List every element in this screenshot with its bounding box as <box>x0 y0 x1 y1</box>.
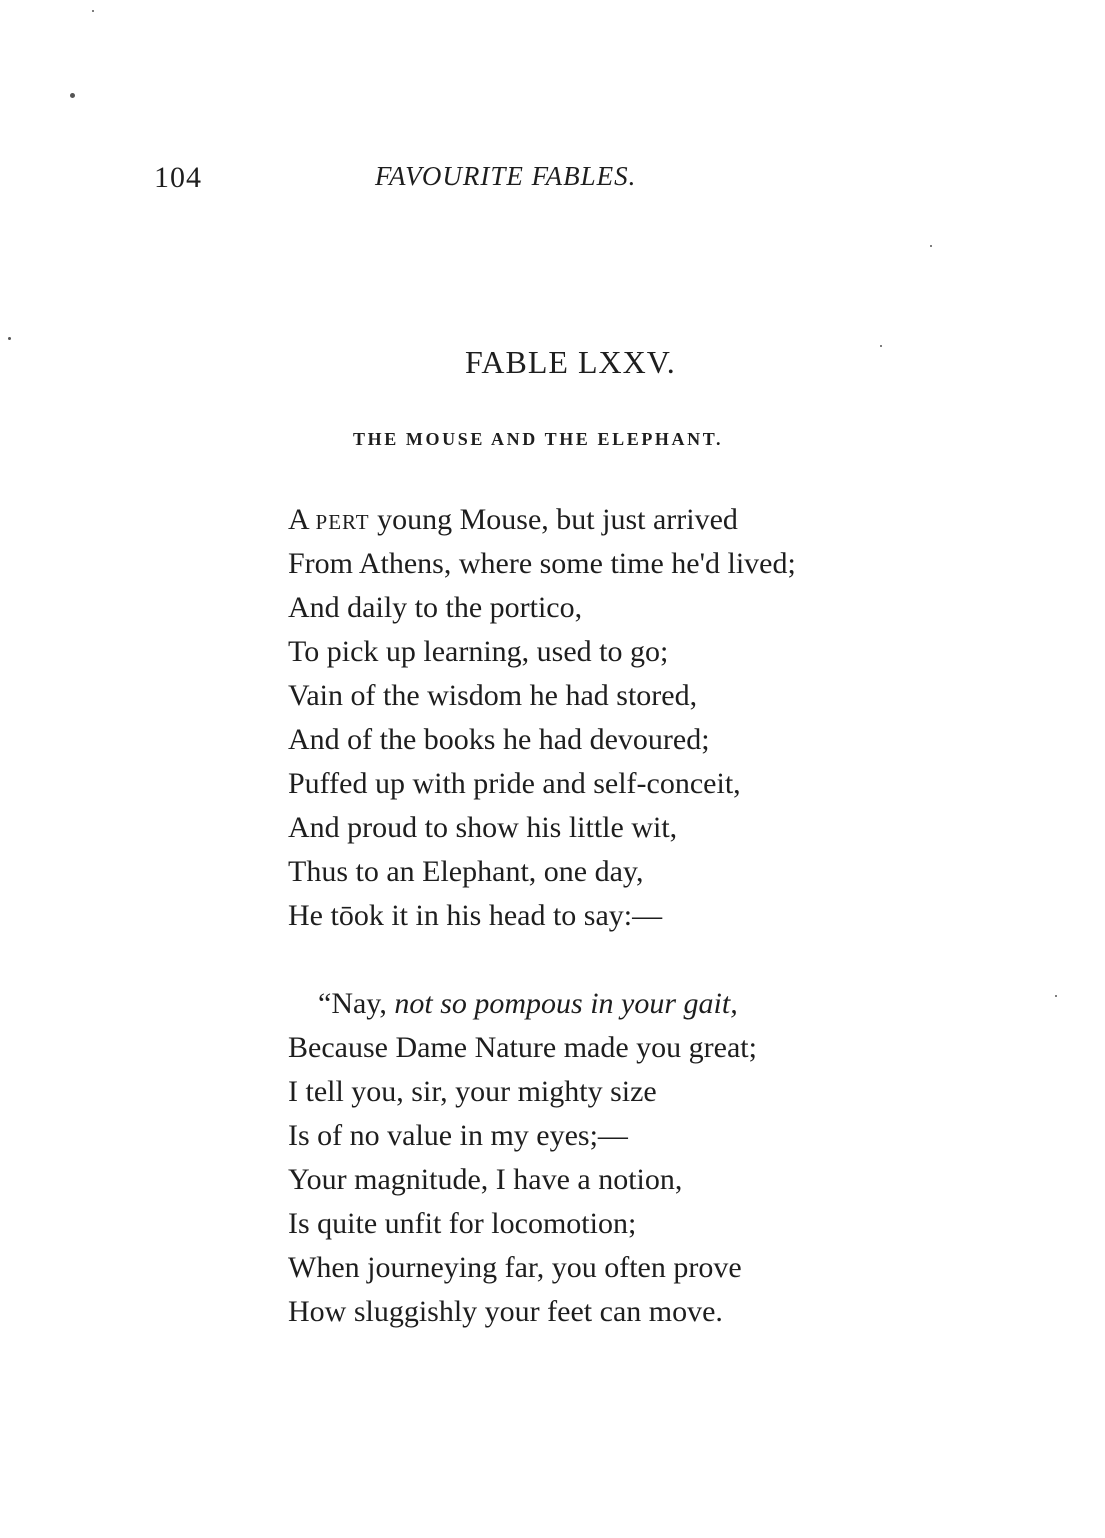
stanza-2 <box>288 982 757 1334</box>
verse-line: Thus to an Elephant, one day, <box>288 855 644 888</box>
verse-line: Because Dame Nature made you great; <box>288 1031 757 1064</box>
fable-subtitle: THE MOUSE AND THE ELEPHANT. <box>353 429 724 449</box>
scan-speck <box>8 337 11 340</box>
verse-line: And of the books he had devoured; <box>288 723 710 756</box>
verse-line: From Athens, where some time he'd lived; <box>288 547 796 580</box>
verse-line-start: “Nay, <box>318 987 395 1020</box>
verse-line: And daily to the portico, <box>288 591 583 624</box>
scan-speck <box>70 93 75 98</box>
fable-title: FABLE LXXV. <box>465 344 676 380</box>
scan-speck <box>880 345 882 347</box>
page-number: 104 <box>154 161 202 194</box>
verse-line: And proud to show his little wit, <box>288 811 678 844</box>
verse-line: I tell you, sir, your mighty size <box>288 1075 657 1108</box>
stanza-1 <box>288 498 796 938</box>
verse-line: Vain of the wisdom he had stored, <box>288 679 698 712</box>
scan-speck <box>1055 995 1057 997</box>
scan-speck <box>92 10 94 12</box>
verse-line: To pick up learning, used to go; <box>288 635 669 668</box>
italic-phrase: not so pompous in your gait, <box>394 987 738 1020</box>
small-caps-word: pert <box>315 503 370 536</box>
verse-line <box>288 982 757 1026</box>
verse-line: Your magnitude, I have a notion, <box>288 1163 683 1196</box>
scan-speck <box>930 245 932 247</box>
verse-line: How sluggishly your feet can move. <box>288 1295 723 1328</box>
verse-line <box>288 498 796 542</box>
verse-line-start: A <box>288 503 316 536</box>
verse-line-rest: young Mouse, but just arrived <box>369 503 738 536</box>
verse-line: Is of no value in my eyes;— <box>288 1119 628 1152</box>
verse-line: Puffed up with pride and self-conceit, <box>288 767 741 800</box>
verse-line: When journeying far, you often prove <box>288 1251 742 1284</box>
verse-line: Is quite unfit for locomotion; <box>288 1207 637 1240</box>
verse-line: He tōok it in his head to say:— <box>288 899 663 932</box>
running-header: FAVOURITE FABLES. <box>375 161 637 191</box>
